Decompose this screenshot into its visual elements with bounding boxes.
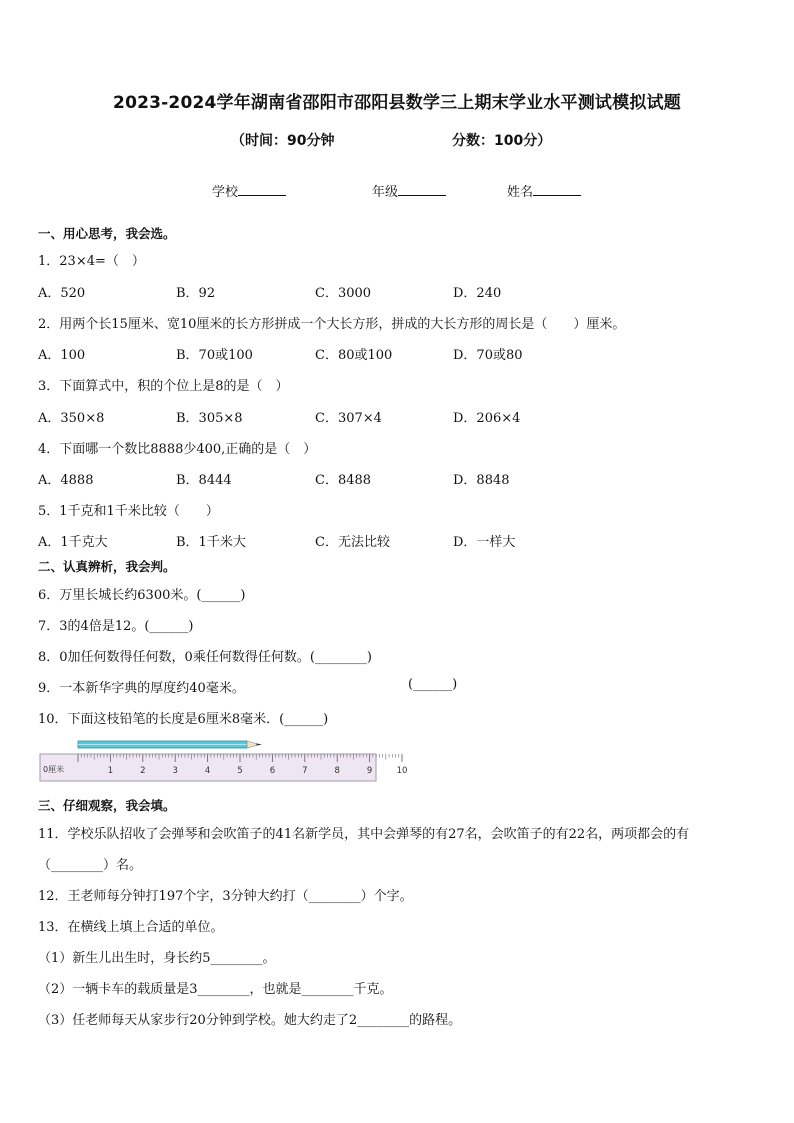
question-9: 9．一本新华字典的厚度约40毫米。 [38,681,245,696]
section1-heading: 一、用心思考，我会选。 [38,226,176,241]
question-11-line1: 11．学校乐队招收了会弹琴和会吹笛子的41名新学员，其中会弹琴的有27名，会吹笛子的有22名，两项都会的有 [38,827,690,842]
q4-option-d[interactable]: D．8848 [453,473,510,488]
section2-heading: 二、认真辨析，我会判。 [38,559,176,574]
q1-option-a[interactable]: A．520 [38,286,86,301]
q2-option-d[interactable]: D．70或80 [453,348,523,363]
question-8: 8．0加任何数得任何数，0乘任何数得任何数。(________) [38,650,372,665]
school-blank[interactable] [238,183,286,196]
question-9-blank[interactable]: (______) [408,677,458,692]
ruler-tick-label: 6 [269,766,276,776]
ruler-tick-label: 4 [204,766,211,776]
name-label: 姓名 [507,185,534,200]
q1-option-c[interactable]: C．3000 [315,286,372,301]
page-title: 2023-2024学年湖南省邵阳市邵阳县数学三上期末学业水平测试模拟试题 [113,93,681,113]
question-13-2: （2）一辆卡车的载质量是3________，也就是________千克。 [38,982,393,997]
question-11-line2: （________）名。 [38,858,143,873]
question-12: 12．王老师每分钟打197个字，3分钟大约打（________）个字。 [38,889,413,904]
section3-heading: 三、仔细观察，我会填。 [38,798,176,813]
q3-option-c[interactable]: C．307×4 [315,411,382,426]
ruler-tick-label: 5 [237,766,243,776]
q1-option-b[interactable]: B．92 [176,286,216,301]
ruler-tick-label: 10 [396,766,408,776]
ruler-tick-label: 2 [140,766,146,776]
question-5: 5．1千克和1千米比较（ ） [38,504,219,519]
q4-option-a[interactable]: A．4888 [38,473,94,488]
q3-option-d[interactable]: D．206×4 [453,411,521,426]
question-2: 2．用两个长15厘米、宽10厘米的长方形拼成一个大长方形，拼成的大长方形的周长是（ ）厘米。 [38,317,626,332]
ruler-tick-label: 7 [302,766,308,776]
ruler-zero-label: 0厘米 [43,765,65,774]
school-field [212,181,286,200]
question-13-1: （1）新生儿出生时，身长约5________。 [38,951,276,966]
grade-blank[interactable] [398,183,446,196]
pencil [78,741,262,748]
ruler-tick-label: 9 [366,766,373,776]
school-label: 学校 [212,185,239,200]
question-7: 7．3的4倍是12。(______) [38,619,194,634]
question-1: 1．23×4=（ ） [38,254,145,269]
ruler-tick-label: 8 [334,766,340,776]
question-6: 6．万里长城长约6300米。(______) [38,588,246,603]
exam-score: 分数：100分） [452,133,552,149]
q4-option-b[interactable]: B．8444 [176,473,232,488]
name-field [507,181,581,200]
q4-option-c[interactable]: C．8488 [315,473,372,488]
q5-option-c[interactable]: C．无法比较 [315,535,390,550]
q3-option-b[interactable]: B．305×8 [176,411,243,426]
question-3: 3．下面算式中，积的个位上是8的是（ ） [38,379,289,394]
q2-option-a[interactable]: A．100 [38,348,86,363]
q5-option-d[interactable]: D．一样大 [453,535,516,550]
q2-option-b[interactable]: B．70或100 [176,348,253,363]
exam-time: （时间：90分钟 [231,133,335,149]
ruler-tick-label: 1 [107,766,114,776]
q1-option-d[interactable]: D．240 [453,286,502,301]
ruler-svg [40,736,408,784]
ruler-figure [40,736,408,784]
question-10: 10．下面这枝铅笔的长度是6厘米8毫米．(______) [38,712,329,727]
q3-option-a[interactable]: A．350×8 [38,411,105,426]
q2-option-c[interactable]: C．80或100 [315,348,393,363]
grade-label: 年级 [372,185,399,200]
q5-option-b[interactable]: B．1千米大 [176,535,246,550]
name-blank[interactable] [533,183,581,196]
question-4: 4．下面哪一个数比8888少400,正确的是（ ） [38,442,317,457]
q5-option-a[interactable]: A．1千克大 [38,535,108,550]
question-13-3: （3）任老师每天从家步行20分钟到学校。她大约走了2________的路程。 [38,1013,462,1028]
question-13: 13．在横线上填上合适的单位。 [38,920,224,935]
grade-field [372,181,446,200]
ruler-tick-label: 3 [172,766,178,776]
